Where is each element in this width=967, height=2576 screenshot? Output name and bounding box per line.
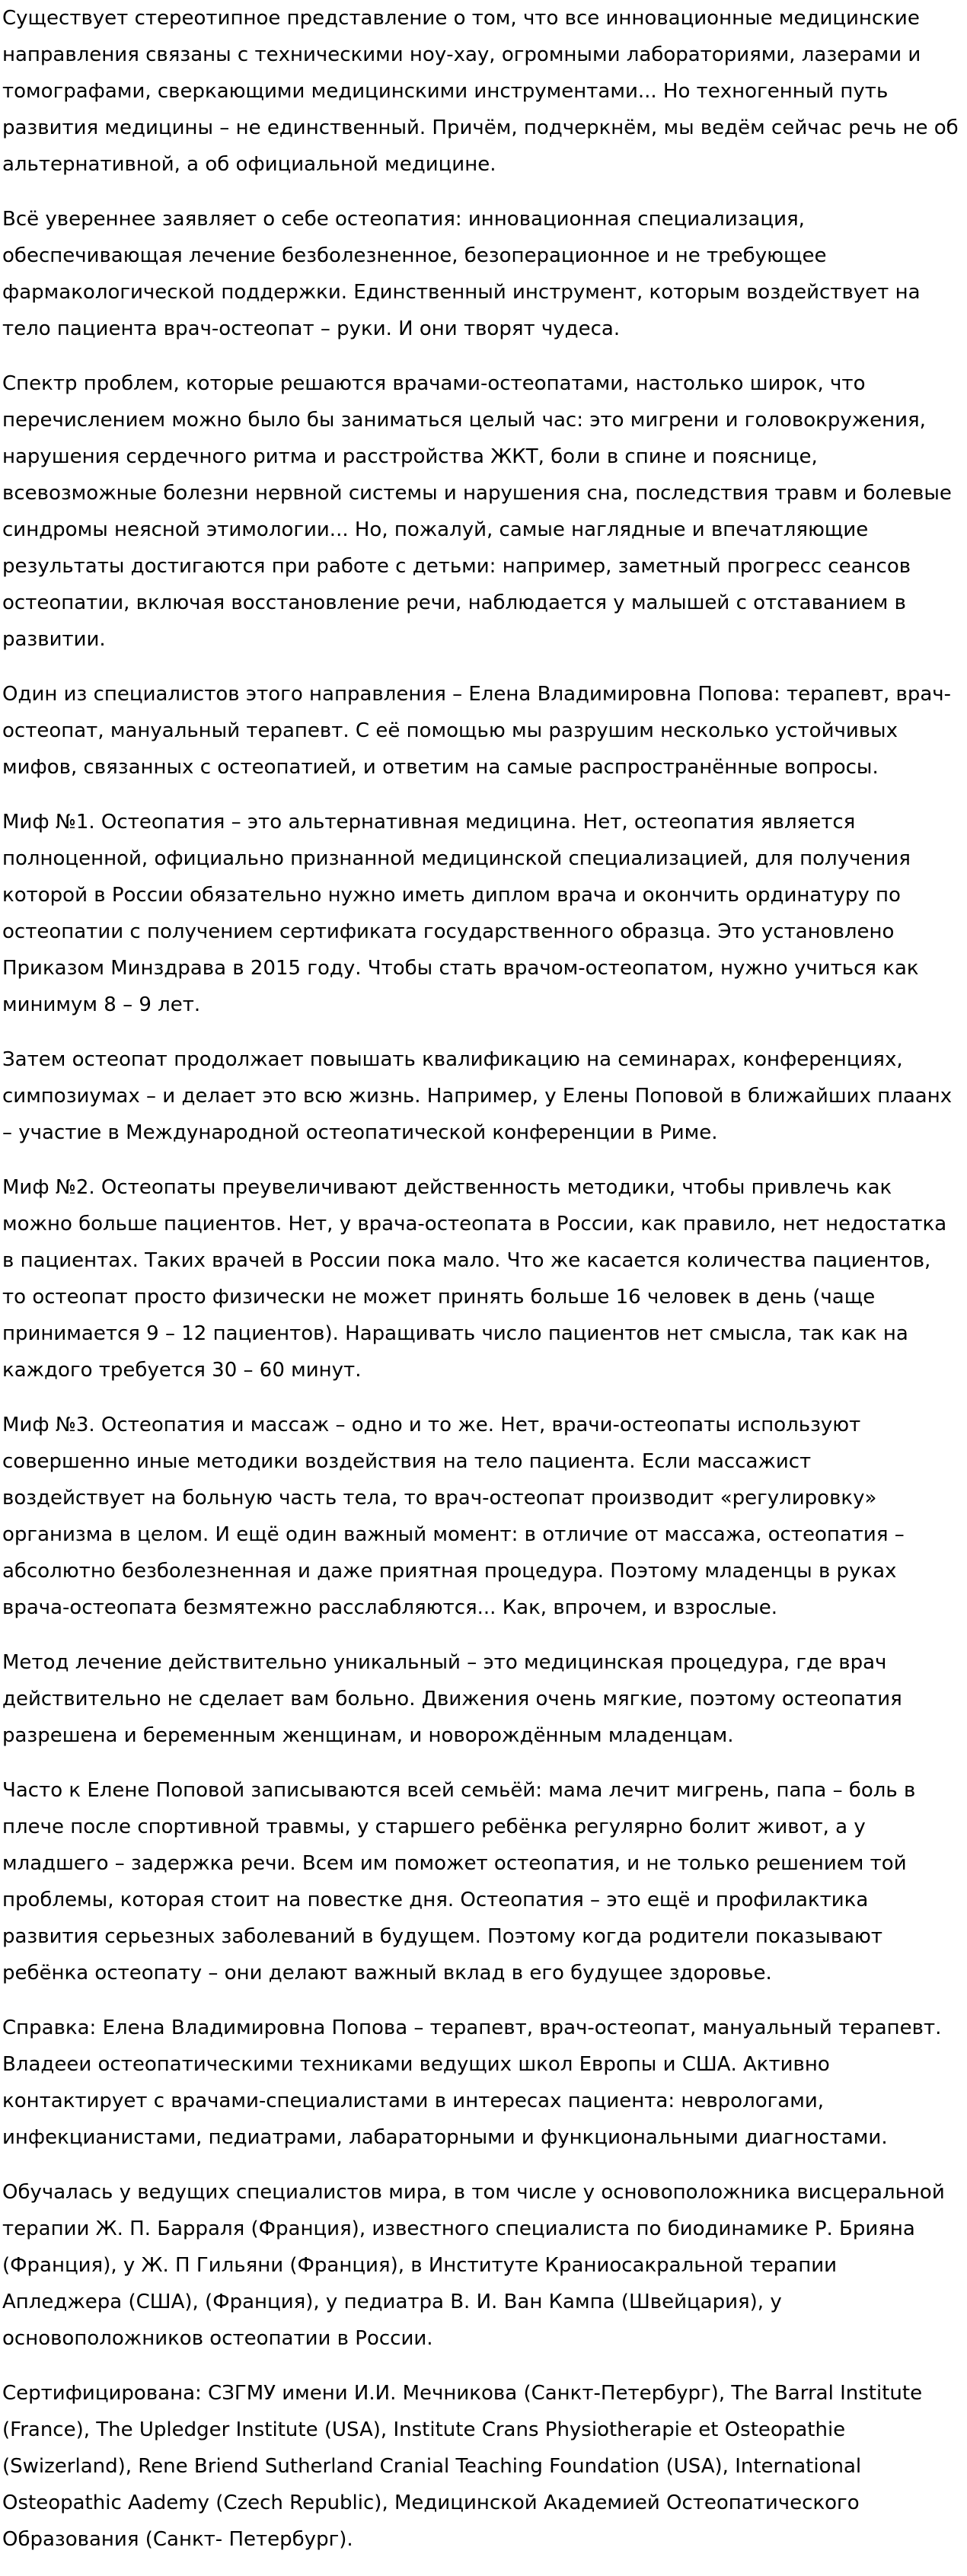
paragraph: Один из специалистов этого направления – Елена Владимировна Попова: терапевт, врач-остеопат, мануальный терапевт. С её помощью мы разрушим несколько устойчивых мифов, связанных с остеопатией, и ответим на самые распространённые вопросы. — [2, 683, 952, 779]
paragraph: Существует стереотипное представление о том, что все инновационные медицинские направления связаны с техническими ноу-хау, огромными лабораториями, лазерами и томографами, сверкающими медицинскими инструментами... Но техногенный путь развития медицины – не единственный. Причём, подчеркнём, мы ведём сейчас речь не об альтернативной, а об официальной медицине. — [2, 7, 959, 176]
paragraph: Спектр проблем, которые решаются врачами-остеопатами, настолько широк, что перечислением можно было бы заниматься целый час: это мигрени и головокружения, нарушения сердечного ритма и расстройства ЖКТ, боли в спине и пояснице, всевозможные болезни нервной системы и нарушения сна, последствия травм и болевые синдромы неясной этимологии... Но, пожалуй, самые наглядные и впечатляющие результаты достигаются при работе с детьми: например, заметный прогресс сеансов остеопатии, включая восстановление речи, наблюдается у малышей с отставанием в развитии. — [2, 372, 952, 651]
paragraph: Миф №3. Остеопатия и массаж – одно и то же. Нет, врачи-остеопаты используют совершенно иные методики воздействия на тело пациента. Если массажист воздействует на больную часть тела, то врач-остеопат производит «регулировку» организма в целом. И ещё один важный момент: в отличие от массажа, остеопатия – абсолютно безболезненная и даже приятная процедура. Поэтому младенцы в руках врача-остеопата безмятежно расслабляются... Как, впрочем, и взрослые. — [2, 1414, 905, 1619]
paragraph: Метод лечение действительно уникальный – это медицинская процедура, где врач действительно не сделает вам больно. Движения очень мягкие, поэтому остеопатия разрешена и беременным женщинам, и новорождённым младенцам. — [2, 1651, 902, 1747]
paragraph: Часто к Елене Поповой записываются всей семьёй: мама лечит мигрень, папа – боль в плече после спортивной травмы, у старшего ребёнка регулярно болит живот, а у младшего – задержка речи. Всем им поможет остеопатия, и не только решением той проблемы, которая стоит на повестке дня. Остеопатия – это ещё и профилактика развития серьезных заболеваний в будущем. Поэтому когда родители показывают ребёнка остеопату – они делают важный вклад в его будущее здоровье. — [2, 1779, 916, 1985]
paragraph: Затем остеопат продолжает повышать квалификацию на семинарах, конференциях, симпозиумах – и делает это всю жизнь. Например, у Елены Поповой в ближайших плаанх – участие в Международной остеопатической конференции в Риме. — [2, 1048, 953, 1144]
paragraph: Обучалась у ведущих специалистов мира, в том числе у основоположника висцеральной терапии Ж. П. Барраля (Франция), известного специалиста по биодинамике Р. Брияна (Франция), у Ж. П Гильяни (Франция), в Институте Краниосакральной терапии Апледжера (США), (Франция), у педиатра В. И. Ван Кампа (Швейцария), у основоположников остеопатии в России. — [2, 2181, 945, 2350]
paragraph: Миф №2. Остеопаты преувеличивают действенность методики, чтобы привлечь как можно больше пациентов. Нет, у врача-остеопата в России, как правило, нет недостатка в пациентах. Таких врачей в России пока мало. Что же касается количества пациентов, то остеопат просто физически не может принять больше 16 человек в день (чаще принимается 9 – 12 пациентов). Наращивать число пациентов нет смысла, так как на каждого требуется 30 – 60 минут. — [2, 1176, 947, 1382]
paragraph: Сертифицирована: СЗГМУ имени И.И. Мечникова (Санкт-Петербург), The Barral Institute (France), The Upledger Institute (USA), Institute Crans Physiotherapie et Osteopathie (Swizerland), Rene Briend Sutherland Cranial Teaching Foundation (USA), International Osteopathic Aademy (Czech Republic), Медицинской Академией Остеопатического Образования (Санкт- Петербург). — [2, 2382, 923, 2551]
paragraph: Справка: Елена Владимировна Попова – терапевт, врач-остеопат, мануальный терапевт. Владееи остеопатическими техниками ведущих школ Европы и США. Активно контактирует с врачами-специалистами в интересах пациента: неврологами, инфекцианистами, педиатрами, лабараторными и функциональными диагностами. — [2, 2016, 942, 2149]
paragraph: Всё увереннее заявляет о себе остеопатия: инновационная специализация, обеспечивающая лечение безболезненное, безоперационное и не требующее фармакологической поддержки. Единственный инструмент, которым воздействует на тело пациента врач-остеопат – руки. И они творят чудеса. — [2, 208, 921, 340]
paragraph: Миф №1. Остеопатия – это альтернативная медицина. Нет, остеопатия является полноценной, официально признанной медицинской специализацией, для получения которой в России обязательно нужно иметь диплом врача и окончить ординатуру по остеопатии с получением сертификата государственного образца. Это установлено Приказом Минздрава в 2015 году. Чтобы стать врачом-остеопатом, нужно учиться как минимум 8 – 9 лет. — [2, 811, 919, 1016]
